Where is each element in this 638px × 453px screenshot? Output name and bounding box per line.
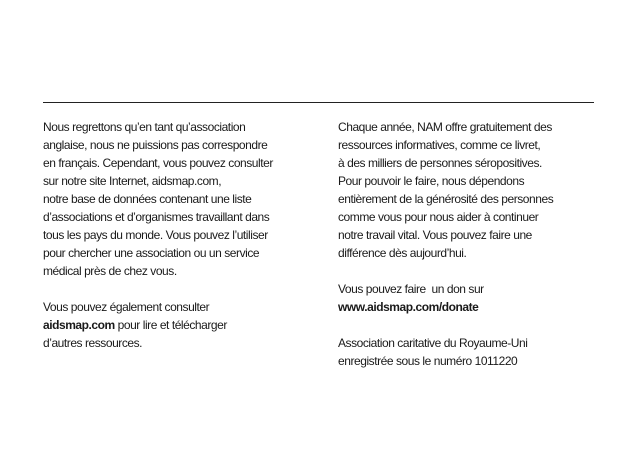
aidsmap-link[interactable]: aidsmap.com (43, 318, 115, 332)
text-line: enregistrée sous le numéro 1011220 (338, 354, 518, 368)
text-line: pour chercher une association ou un service (43, 246, 260, 260)
donate-paragraph (338, 280, 600, 316)
text-line: d’associations et d’organismes travaillant dans (43, 210, 270, 224)
charity-registration-paragraph (338, 334, 600, 370)
text-line: Nous regrettons qu’en tant qu’association (43, 120, 246, 134)
intro-paragraph (43, 118, 313, 280)
text-line: Vous pouvez faire un don sur (338, 282, 484, 296)
text-line: ressources informatives, comme ce livret, (338, 138, 541, 152)
text-line: médical près de chez vous. (43, 264, 177, 278)
donate-link[interactable]: www.aidsmap.com/donate (338, 300, 479, 314)
resources-paragraph (43, 298, 313, 352)
text-line: Vous pouvez également consulter (43, 300, 210, 314)
right-column (338, 118, 600, 370)
text-fragment: pour lire et télécharger (114, 318, 227, 332)
left-column (43, 118, 313, 352)
horizontal-divider (43, 102, 594, 103)
text-line: notre base de données contenant une liste (43, 192, 252, 206)
text-line (43, 316, 313, 334)
text-line: comme vous pour nous aider à continuer (338, 210, 539, 224)
paragraph-spacer (43, 280, 313, 298)
text-line: Chaque année, NAM offre gratuitement des (338, 120, 552, 134)
text-line: entièrement de la générosité des personnes (338, 192, 554, 206)
text-line: Association caritative du Royaume-Uni (338, 336, 528, 350)
text-line: sur notre site Internet, aidsmap.com, (43, 174, 222, 188)
text-line: différence dès aujourd’hui. (338, 246, 467, 260)
paragraph-spacer (338, 316, 600, 334)
text-line: en français. Cependant, vous pouvez consulter (43, 156, 273, 170)
text-line: d’autres ressources. (43, 336, 143, 350)
donation-intro-paragraph (338, 118, 600, 262)
text-line: tous les pays du monde. Vous pouvez l’utiliser (43, 228, 268, 242)
text-line: notre travail vital. Vous pouvez faire une (338, 228, 532, 242)
text-line: anglaise, nous ne puissions pas correspondre (43, 138, 268, 152)
text-line: à des milliers de personnes séropositives. (338, 156, 542, 170)
text-line: Pour pouvoir le faire, nous dépendons (338, 174, 525, 188)
paragraph-spacer (338, 262, 600, 280)
